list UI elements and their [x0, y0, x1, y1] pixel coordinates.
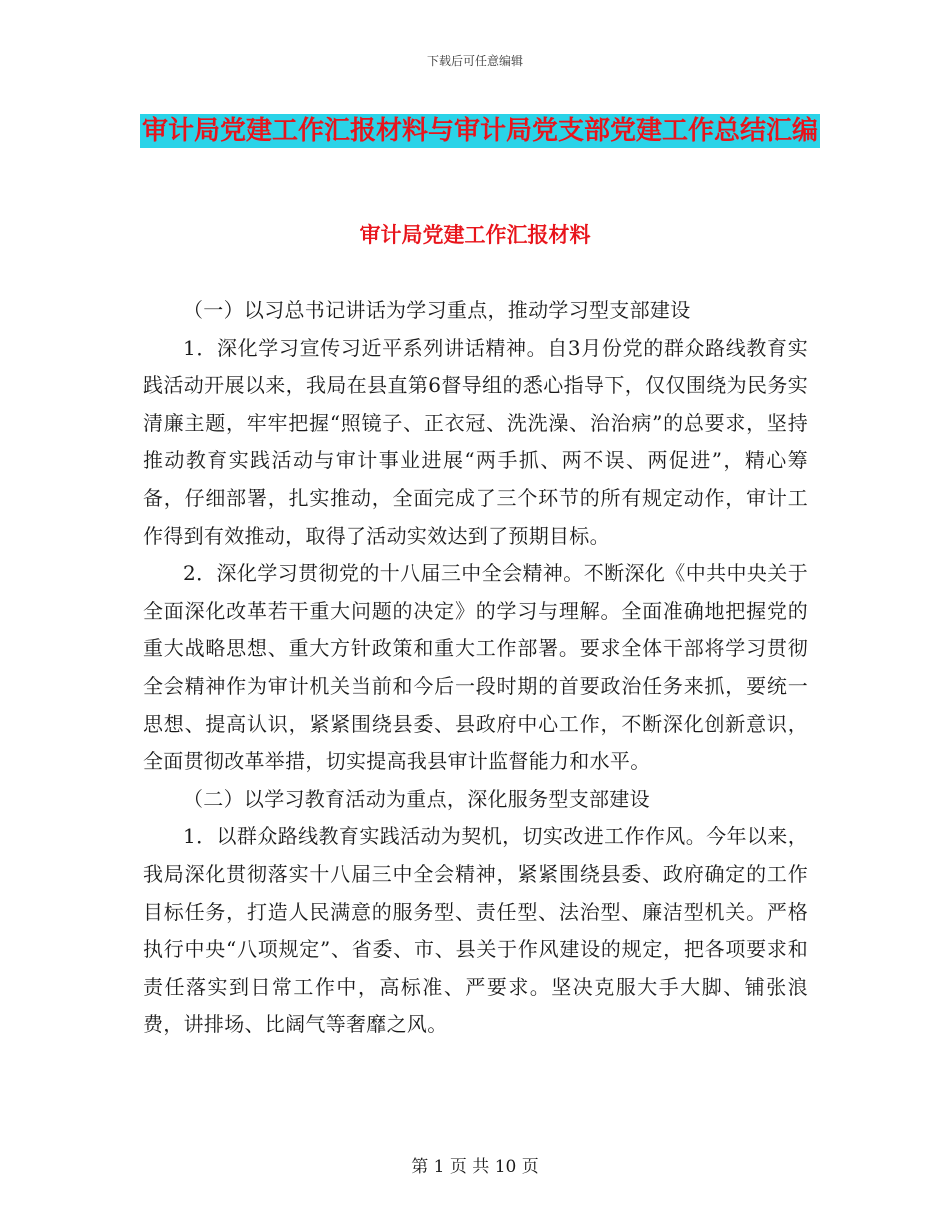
body-paragraph: 2．深化学习贯彻党的十八届三中全会精神。不断深化《中共中央关于全面深化改革若干重大问题的决定》的学习与理解。全面准确地把握党的重大战略思想、重大方针政策和重大工作部署。要求全体干部将学习贯彻全会精神作为审计机关当前和今后一段时期的首要政治任务来抓，要统一思想、提高认识，紧紧围绕县委、县政府中心工作，不断深化创新意识，全面贯彻改革举措，切实提高我县审计监督能力和水平。: [143, 561, 808, 774]
page-number-footer: 第 1 页 共 10 页: [411, 1157, 539, 1177]
document-body: [143, 292, 808, 1044]
subsection-heading-1: （一）以习总书记讲话为学习重点，推动学习型支部建设: [183, 298, 691, 322]
document-title: [140, 106, 820, 156]
page-header-note: 下载后可任意编辑: [426, 54, 523, 68]
subsection-heading-2: （二）以学习教育活动为重点，深化服务型支部建设: [183, 786, 650, 811]
body-paragraph: 1．以群众路线教育实践活动为契机，切实改进工作作风。今年以来，我局深化贯彻落实十八届三中全会精神，紧紧围绕县委、政府确定的工作目标任务，打造人民满意的服务型、责任型、法治型、廉洁型机关。严格执行中央“八项规定”、省委、市、县关于作风建设的规定，把各项要求和责任落实到日常工作中，高标准、严要求。坚决克服大手大脚、铺张浪费，讲排场、比阔气等奢靡之风。: [143, 824, 808, 1037]
section-heading: 审计局党建工作汇报材料: [359, 223, 591, 247]
document-title-text: 审计局党建工作汇报材料与审计局党支部党建工作总结汇编: [142, 116, 819, 146]
body-paragraph: 1．深化学习宣传习近平系列讲话精神。自3月份党的群众路线教育实践活动开展以来，我局在县直第6督导组的悉心指导下，仅仅围绕为民务实清廉主题，牢牢把握“照镜子、正衣冠、洗洗澡、治治病”的总要求，坚持推动教育实践活动与审计事业进展“两手抓、两不误、两促进”，精心筹备，仔细部署，扎实推动，全面完成了三个环节的所有规定动作，审计工作得到有效推动，取得了活动实效达到了预期目标。: [143, 335, 808, 548]
